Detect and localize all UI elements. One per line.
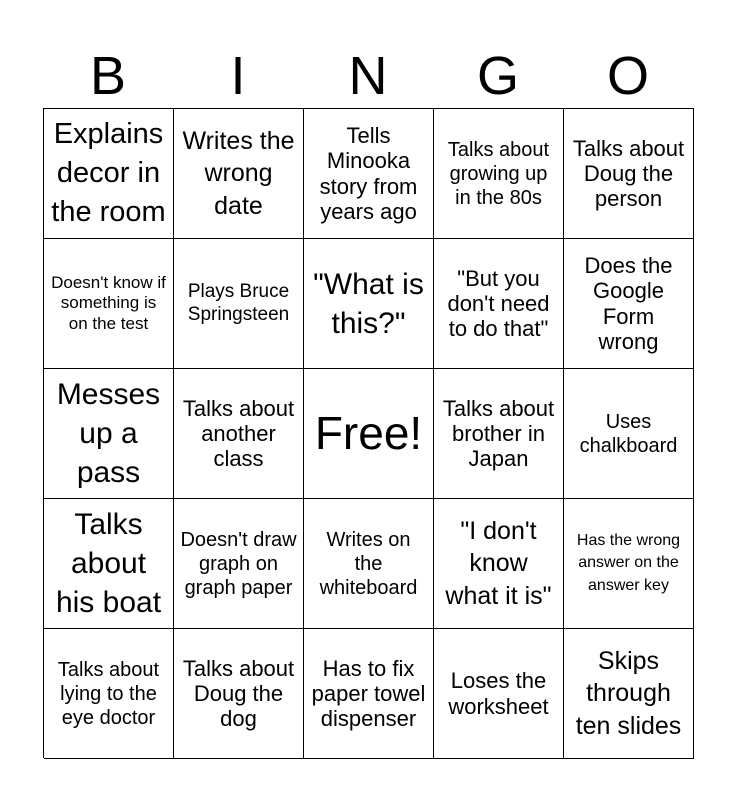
bingo-cell[interactable]: Doesn't know if something is on the test (44, 239, 174, 369)
bingo-cell[interactable]: Has to fix paper towel dispenser (304, 629, 434, 759)
bingo-cell[interactable]: Talks about Doug the person (564, 109, 694, 239)
bingo-cell[interactable]: Writes the wrong date (174, 109, 304, 239)
bingo-cell[interactable]: Uses chalkboard (564, 369, 694, 499)
bingo-cell[interactable]: Loses the worksheet (434, 629, 564, 759)
bingo-board (43, 108, 694, 758)
bingo-cell[interactable]: Talks about lying to the eye doctor (44, 629, 174, 759)
header-letter-o: O (606, 46, 649, 106)
bingo-cell[interactable]: Talks about brother in Japan (434, 369, 564, 499)
bingo-cell[interactable]: Talks about growing up in the 80s (434, 109, 564, 239)
bingo-cell[interactable]: Writes on the whiteboard (304, 499, 434, 629)
bingo-cell[interactable]: "But you don't need to do that" (434, 239, 564, 369)
header-letter-n: N (348, 46, 388, 106)
bingo-cell[interactable]: Talks about his boat (44, 499, 174, 629)
bingo-header (43, 44, 693, 108)
bingo-cell[interactable]: Tells Minooka story from years ago (304, 109, 434, 239)
header-letter-b: B (89, 46, 127, 106)
bingo-cell[interactable]: Doesn't draw graph on graph paper (174, 499, 304, 629)
bingo-cell[interactable]: Does the Google Form wrong (564, 239, 694, 369)
bingo-cell[interactable]: "What is this?" (304, 239, 434, 369)
bingo-cell[interactable]: Talks about Doug the dog (174, 629, 304, 759)
bingo-cell[interactable]: Skips through ten slides (564, 629, 694, 759)
bingo-cell[interactable]: Explains decor in the room (44, 109, 174, 239)
bingo-cell[interactable]: Messes up a pass (44, 369, 174, 499)
header-letter-i: I (230, 46, 246, 106)
bingo-cell[interactable]: Plays Bruce Springsteen (174, 239, 304, 369)
bingo-cell[interactable]: Talks about another class (174, 369, 304, 499)
bingo-cell[interactable]: "I don't know what it is" (434, 499, 564, 629)
free-space[interactable]: Free! (304, 369, 434, 499)
bingo-cell[interactable]: Has the wrong answer on the answer key (564, 499, 694, 629)
header-letter-g: G (476, 46, 519, 106)
